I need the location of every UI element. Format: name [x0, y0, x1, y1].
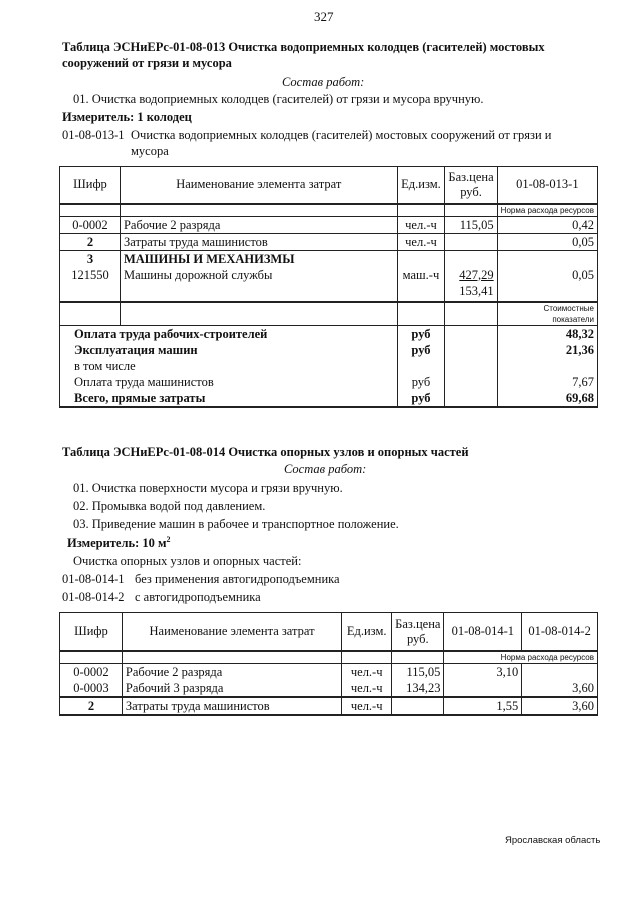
t1-s5-name: Всего, прямые затраты [60, 390, 398, 407]
table-row [60, 342, 598, 358]
footer-region: Ярославская область [505, 835, 601, 846]
table1-meter: Измеритель: 1 колодец [62, 110, 192, 124]
t1-r3-name: МАШИНЫ И МЕХАНИЗМЫ [120, 250, 397, 267]
t2-r3-name: Затраты труда машинистов [122, 697, 341, 715]
t2-r3-code: 2 [60, 697, 123, 715]
table2-work-1: 01. Очистка поверхности мусора и грязи вручную. [73, 481, 343, 495]
t1-s1-unit: руб [397, 325, 445, 342]
t1-norm-label: Норма расхода ресурсов [497, 204, 597, 217]
table-row [60, 374, 598, 390]
t2-header-price [392, 613, 444, 652]
t2-header-name: Наименование элемента затрат [122, 613, 341, 652]
t1-header-price [445, 167, 497, 204]
table1-code-desc-cont: мусора [131, 144, 169, 158]
t2-header-price-l2: руб. [406, 631, 429, 646]
t1-s3-name: в том числе [60, 358, 398, 374]
table-row [60, 697, 598, 715]
t2-r1-unit: чел.-ч [342, 664, 392, 681]
table-row [60, 267, 598, 302]
t1-r2-unit: чел.-ч [397, 233, 445, 250]
t2-header-col2: 01-08-014-2 [522, 613, 598, 652]
table1-code: 01-08-013-1 [62, 128, 125, 142]
t1-r1-unit: чел.-ч [397, 216, 445, 233]
t1-r2-code: 2 [60, 233, 121, 250]
t1-r4-unit: маш.-ч [397, 267, 445, 302]
t1-s4-val: 7,67 [497, 374, 597, 390]
t2-r2-unit: чел.-ч [342, 680, 392, 697]
t2-r1-v1: 3,10 [444, 664, 522, 681]
t2-norm-label: Норма расхода ресурсов [444, 651, 598, 664]
t2-r2-price: 134,23 [392, 680, 444, 697]
t1-s2-unit: руб [397, 342, 445, 358]
t1-cost-label: Стоимостные показатели [497, 302, 597, 326]
t2-r1-code: 0-0002 [60, 664, 123, 681]
t1-s1-name: Оплата труда рабочих-строителей [60, 325, 398, 342]
table2-code2-desc: с автогидроподъемника [135, 590, 261, 604]
table-row [60, 233, 598, 250]
t1-header-price-l1: Баз.цена [448, 169, 494, 184]
table1-title-cont: сооружений от грязи и мусора [62, 56, 232, 70]
table2-meter-text: Измеритель: 10 м [67, 536, 167, 551]
table-row [60, 358, 598, 374]
t1-s4-name: Оплата труда машинистов [60, 374, 398, 390]
table-row [60, 325, 598, 342]
t1-r2-price [445, 233, 497, 250]
t1-r4-code: 121550 [60, 267, 121, 302]
table-row [60, 680, 598, 697]
t1-r1-price: 115,05 [445, 216, 497, 233]
t1-s5-val: 69,68 [497, 390, 597, 407]
t1-header-code: Шифр [60, 167, 121, 204]
t1-r3-code: 3 [60, 250, 121, 267]
t1-r1-val: 0,42 [497, 216, 597, 233]
table2-work-2: 02. Промывка водой под давлением. [73, 499, 266, 513]
t2-header-price-l1: Баз.цена [395, 616, 441, 631]
t1-r4-val: 0,05 [497, 267, 597, 302]
table1 [59, 166, 598, 408]
table-row [60, 664, 598, 681]
t2-header-col1: 01-08-014-1 [444, 613, 522, 652]
t2-r3-v1: 1,55 [444, 697, 522, 715]
page-number: 327 [314, 9, 334, 24]
t2-r2-v2: 3,60 [522, 680, 598, 697]
t2-header-code: Шифр [60, 613, 123, 652]
t2-r3-v2: 3,60 [522, 697, 598, 715]
t1-s2-name: Эксплуатация машин [60, 342, 398, 358]
t1-s5-unit: руб [397, 390, 445, 407]
table1-work-1: 01. Очистка водоприемных колодцев (гасителей) от грязи и мусора вручную. [73, 92, 484, 106]
t1-header-col: 01-08-013-1 [497, 167, 597, 204]
t2-r2-code: 0-0003 [60, 680, 123, 697]
t1-header-unit: Ед.изм. [397, 167, 445, 204]
table-row [60, 390, 598, 407]
table2-code1: 01-08-014-1 [62, 572, 125, 586]
t2-r1-price: 115,05 [392, 664, 444, 681]
t1-r4-name: Машины дорожной службы [120, 267, 397, 302]
table2 [59, 612, 598, 716]
t2-r2-v1 [444, 680, 522, 697]
t2-r1-name: Рабочие 2 разряда [122, 664, 341, 681]
t1-header-name: Наименование элемента затрат [120, 167, 397, 204]
t1-r4-price-1: 427,29 [459, 267, 494, 282]
table2-code1-desc: без применения автогидроподъемника [135, 572, 340, 586]
table2-meter-sup: 2 [166, 535, 171, 544]
t2-r2-name: Рабочий 3 разряда [122, 680, 341, 697]
table2-code2: 01-08-014-2 [62, 590, 125, 604]
t1-r4-price [445, 267, 497, 302]
table2-works-heading: Состав работ: [284, 462, 367, 476]
table-row [60, 216, 598, 233]
t1-s4-unit: руб [397, 374, 445, 390]
table-row [60, 250, 598, 267]
t2-r3-unit: чел.-ч [342, 697, 392, 715]
t1-s1-val: 48,32 [497, 325, 597, 342]
t1-r1-name: Рабочие 2 разряда [120, 216, 397, 233]
t2-header-unit: Ед.изм. [342, 613, 392, 652]
table2-title: Таблица ЭСНиЕРс-01-08-014 Очистка опорных узлов и опорных частей [62, 445, 469, 459]
t1-r2-val: 0,05 [497, 233, 597, 250]
table2-intro: Очистка опорных узлов и опорных частей: [73, 554, 302, 568]
table1-title: Таблица ЭСНиЕРс-01-08-013 Очистка водоприемных колодцев (гасителей) мостовых [62, 40, 545, 54]
t1-header-price-l2: руб. [460, 184, 482, 199]
t2-r1-v2 [522, 664, 598, 681]
table1-code-desc: Очистка водоприемных колодцев (гасителей) мостовых сооружений от грязи и [131, 128, 552, 142]
table2-work-3: 03. Приведение машин в рабочее и транспортное положение. [73, 517, 399, 531]
table2-meter [67, 535, 171, 551]
t1-r2-name: Затраты труда машинистов [120, 233, 397, 250]
t1-r4-price-2: 153,41 [459, 283, 494, 298]
t2-r3-price [392, 697, 444, 715]
table1-works-heading: Состав работ: [282, 75, 365, 89]
t1-s2-val: 21,36 [497, 342, 597, 358]
t1-r1-code: 0-0002 [60, 216, 121, 233]
